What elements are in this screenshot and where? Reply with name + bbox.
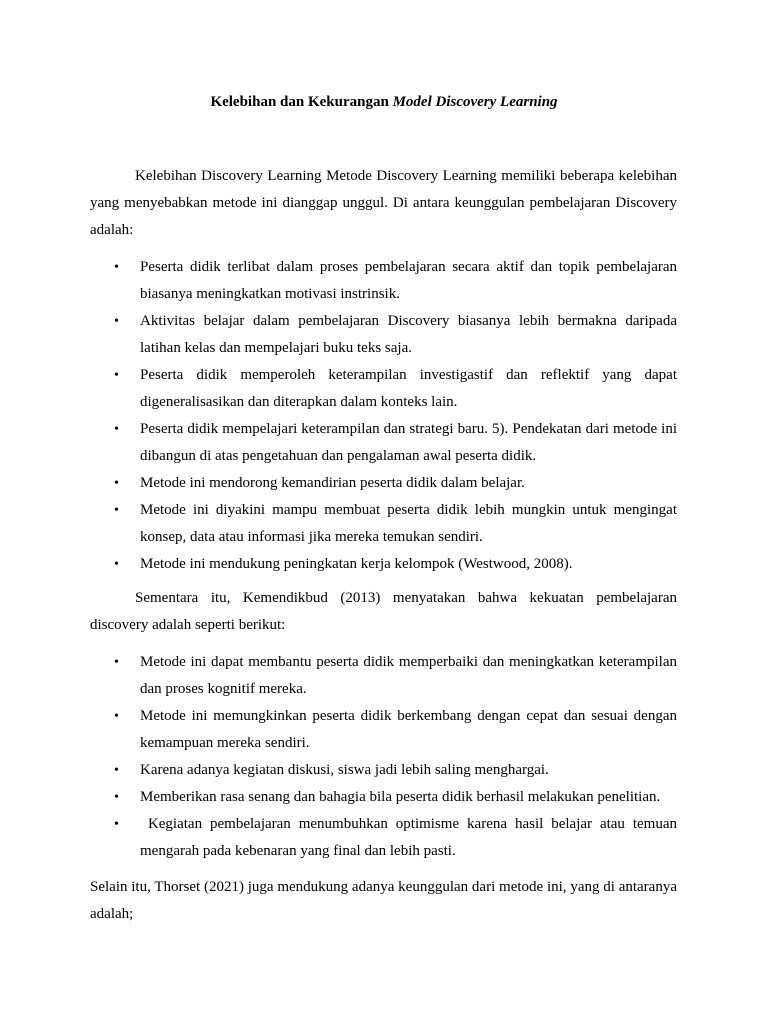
thorset-paragraph: Selain itu, Thorset (2021) juga mendukung adanya keunggulan dari metode ini, yang di antaranya adalah; xyxy=(90,879,677,922)
list-item xyxy=(90,649,677,703)
list-item-text: Memberikan rasa senang dan bahagia bila peserta didik berhasil melakukan penelitian. xyxy=(140,789,661,805)
bullet-icon: • xyxy=(114,503,119,518)
list-item-text: Metode ini mendukung peningkatan kerja kelompok (Westwood, 2008). xyxy=(140,556,573,572)
list-item xyxy=(90,551,677,578)
list-item-text: Metode ini memungkinkan peserta didik berkembang dengan cepat dan sesuai dengan kemampuan mereka sendiri. xyxy=(140,708,677,751)
document-title xyxy=(0,92,768,112)
list-item-text: Kegiatan pembelajaran menumbuhkan optimisme karena hasil belajar atau temuan mengarah pada kebenaran yang final dan lebih pasti. xyxy=(140,816,681,859)
list-item xyxy=(90,497,677,551)
bullet-icon: • xyxy=(114,476,119,491)
intro-paragraph: Kelebihan Discovery Learning Metode Discovery Learning memiliki beberapa kelebihan yang menyebabkan metode ini dianggap unggul. Di antara keunggulan pembelajaran Discovery adalah: xyxy=(90,168,677,238)
list-item xyxy=(90,811,681,865)
list-item xyxy=(90,470,677,497)
list-item-text: Peserta didik memperoleh keterampilan investigastif dan reflektif yang dapat digeneralisasikan dan diterapkan dalam konteks lain. xyxy=(140,367,677,410)
list-item xyxy=(90,362,677,416)
list-item xyxy=(90,254,677,308)
bullet-icon: • xyxy=(114,368,119,383)
list-item-text: Metode ini dapat membantu peserta didik memperbaiki dan meningkatkan keterampilan dan proses kognitif mereka. xyxy=(140,654,677,697)
bullet-icon: • xyxy=(114,655,119,670)
list-item xyxy=(90,308,677,362)
list-item-text: Peserta didik terlibat dalam proses pembelajaran secara aktif dan topik pembelajaran biasanya meningkatkan motivasi instrinsik. xyxy=(140,259,677,302)
list-item-text: Metode ini diyakini mampu membuat peserta didik lebih mungkin untuk mengingat konsep, data atau informasi jika mereka temukan sendiri. xyxy=(140,502,677,545)
list-item xyxy=(90,416,677,470)
strengths-list xyxy=(90,649,681,865)
title-italic-text: Model Discovery Learning xyxy=(392,94,558,110)
bullet-icon: • xyxy=(114,260,119,275)
list-item-text: Metode ini mendorong kemandirian peserta didik dalam belajar. xyxy=(140,475,525,491)
list-item xyxy=(90,703,677,757)
bullet-icon: • xyxy=(114,817,119,832)
list-item-text: Karena adanya kegiatan diskusi, siswa jadi lebih saling menghargai. xyxy=(140,762,549,778)
advantages-list xyxy=(90,254,677,578)
list-item-text: Peserta didik mempelajari keterampilan dan strategi baru. 5). Pendekatan dari metode ini dibangun di atas pengetahuan dan pengalaman awal peserta didik. xyxy=(140,421,677,464)
bullet-icon: • xyxy=(114,763,119,778)
kemendikbud-paragraph: Sementara itu, Kemendikbud (2013) menyatakan bahwa kekuatan pembelajaran discovery adalah seperti berikut: xyxy=(90,590,677,633)
bullet-icon: • xyxy=(114,314,119,329)
title-text: Kelebihan dan Kekurangan xyxy=(210,94,393,110)
list-item xyxy=(90,784,677,811)
list-item xyxy=(90,757,677,784)
list-item-text: Aktivitas belajar dalam pembelajaran Discovery biasanya lebih bermakna daripada latihan kelas dan mempelajari buku teks saja. xyxy=(140,313,677,356)
bullet-icon: • xyxy=(114,557,119,572)
bullet-icon: • xyxy=(114,790,119,805)
bullet-icon: • xyxy=(114,709,119,724)
bullet-icon: • xyxy=(114,422,119,437)
